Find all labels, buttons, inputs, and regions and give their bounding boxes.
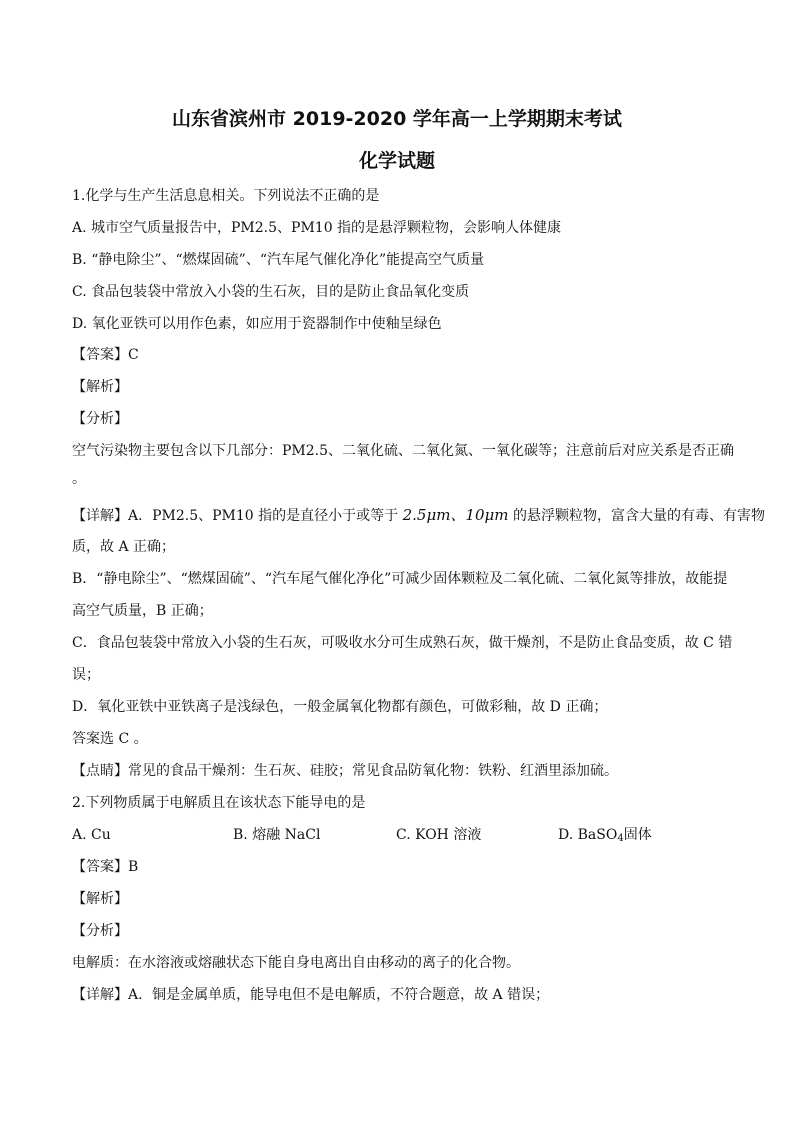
- q1-detail-a-units: 2.5μm、10μm: [402, 506, 509, 524]
- q2-option-a: A. Cu: [72, 827, 111, 843]
- q2-jiexi-heading: 【解析】: [72, 891, 128, 907]
- q2-fenxi-heading: 【分析】: [72, 923, 128, 939]
- q2-option-c: C. KOH 溶液: [396, 827, 482, 843]
- q2-answer: 【答案】B: [72, 859, 139, 875]
- q1-analysis-line2: 。: [72, 471, 86, 487]
- q2-stem: 2.下列物质属于电解质且在该状态下能导电的是: [72, 795, 366, 811]
- q2-option-d-post: 固体: [623, 827, 652, 843]
- q2-option-d: [558, 825, 652, 849]
- q1-detail-a-pre: 【详解】A．PM2.5、PM10 指的是直径小于或等于: [72, 508, 399, 524]
- q1-dianjing: 【点睛】常见的食品干燥剂：生石灰、硅胶；常见食品防氧化物：铁粉、红酒里添加硫。: [72, 763, 618, 779]
- q1-detail-a-line2: 质，故 A 正确；: [72, 539, 176, 555]
- q1-stem: 1.化学与生产生活息息相关。下列说法不正确的是: [72, 188, 380, 204]
- q2-option-d-pre: D. BaSO: [558, 827, 618, 843]
- q1-option-b: B. “静电除尘”、“燃煤固硫”、“汽车尾气催化净化”能提高空气质量: [72, 252, 485, 268]
- q2-detail-a: 【详解】A．铜是金属单质，能导电但不是电解质，不符合题意，故 A 错误；: [72, 987, 550, 1003]
- q1-detail-a-line1: [72, 505, 765, 526]
- q2-analysis: 电解质：在水溶液或熔融状态下能自身电离出自由移动的离子的化合物。: [72, 955, 520, 971]
- q1-option-d: D. 氧化亚铁可以用作色素，如应用于瓷器制作中使釉呈绿色: [72, 316, 442, 332]
- q1-detail-c-line2: 误；: [72, 667, 100, 683]
- q1-analysis-line1: 空气污染物主要包含以下几部分：PM2.5、二氧化硫、二氧化氮、一氧化碳等；注意前后对应关系是否正确: [72, 443, 735, 459]
- document-subtitle: 化学试题: [358, 150, 435, 172]
- q1-fenxi-heading: 【分析】: [72, 411, 128, 427]
- q1-detail-a-post: 的悬浮颗粒物，富含大量的有毒、有害物: [512, 508, 765, 524]
- q1-jiexi-heading: 【解析】: [72, 379, 128, 395]
- q1-option-c: C. 食品包装袋中常放入小袋的生石灰，目的是防止食品氧化变质: [72, 284, 470, 300]
- document-title: 山东省滨州市 2019-2020 学年高一上学期期末考试: [172, 108, 622, 130]
- q1-answer: 【答案】C: [72, 347, 139, 363]
- q2-option-b: B. 熔融 NaCl: [233, 827, 321, 843]
- q1-option-a: A. 城市空气质量报告中，PM2.5、PM10 指的是悬浮颗粒物，会影响人体健康: [72, 220, 562, 236]
- q2-option-d-sub: 4: [617, 833, 624, 844]
- q1-choose: 答案选 C 。: [72, 731, 148, 747]
- q1-detail-b-line1: B．“静电除尘”、“燃煤固硫”、“汽车尾气催化净化”可减少固体颗粒及二氧化硫、二氧化氮等排放，故能提: [72, 571, 728, 587]
- q1-detail-b-line2: 高空气质量，B 正确；: [72, 603, 213, 619]
- q1-detail-c-line1: C．食品包装袋中常放入小袋的生石灰，可吸收水分可生成熟石灰，做干燥剂，不是防止食品变质，故 C 错: [72, 635, 733, 651]
- q1-detail-d: D．氧化亚铁中亚铁离子是浅绿色，一般金属氧化物都有颜色，可做彩釉，故 D 正确；: [72, 699, 608, 715]
